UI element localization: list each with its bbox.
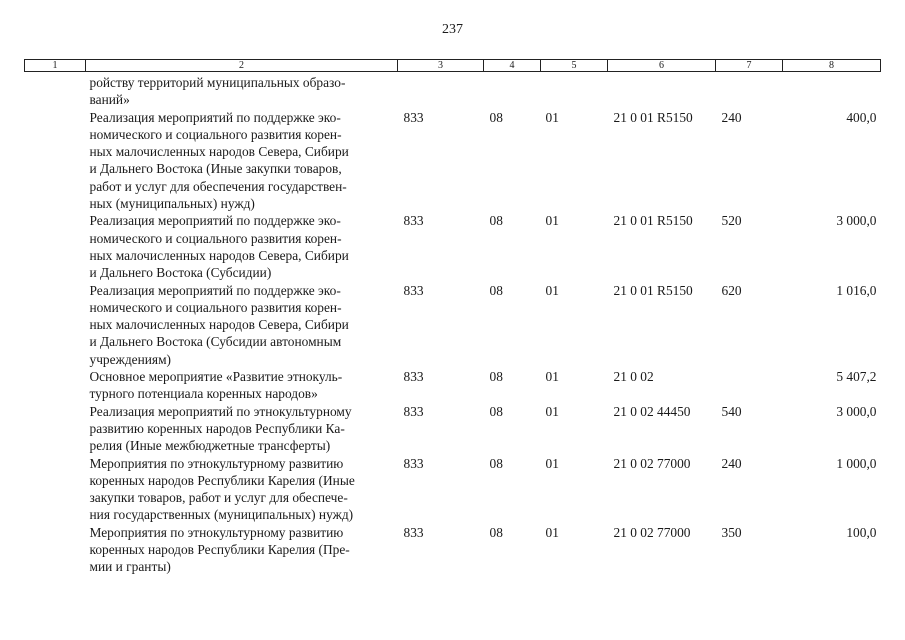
table-row xyxy=(25,109,881,213)
cell-amount: 100,0 xyxy=(846,524,877,540)
cell-subsection: 01 xyxy=(545,369,559,385)
table-row xyxy=(25,212,881,281)
cell-subsection: 01 xyxy=(545,109,559,125)
cell-description: Реализация мероприятий по поддержке эко- номического и социального развития корен- ных малочисленных народов Севера, Сибири и Дальнего Востока (Субсидии) xyxy=(89,213,349,281)
cell-subsection: 01 xyxy=(545,403,559,419)
cell-target-article: 21 0 01 R5150 xyxy=(613,213,693,229)
cell-expense-type: 240 xyxy=(721,455,742,471)
cell-section: 08 xyxy=(489,369,503,385)
column-header-8: 8 xyxy=(783,60,881,72)
cell-section: 08 xyxy=(489,524,503,540)
cell-expense-type: 620 xyxy=(721,282,742,298)
cell-ministry-code: 833 xyxy=(403,282,424,298)
cell-section: 08 xyxy=(489,403,503,419)
cell-expense-type xyxy=(716,368,783,403)
column-header-2: 2 xyxy=(86,60,398,72)
column-header-4: 4 xyxy=(484,60,541,72)
cell-subsection: 01 xyxy=(545,455,559,471)
cell-description: Реализация мероприятий по поддержке эко- номического и социального развития корен- ных малочисленных народов Севера, Сибири и Дальнего Востока (Иные закупки товаров, работ и услуг для обеспечения государствен- ных (муниципальных) нужд) xyxy=(89,109,349,212)
cell-ministry-code: 833 xyxy=(403,455,424,471)
page-number: 237 xyxy=(442,22,463,37)
cell-section: 08 xyxy=(489,282,503,298)
cell-target-article: 21 0 02 77000 xyxy=(613,455,691,471)
cell-amount: 5 407,2 xyxy=(836,369,877,385)
cell-expense-type: 540 xyxy=(721,403,742,419)
cell-description: Реализация мероприятий по этнокультурному развитию коренных народов Республики Ка- релия (Иные межбюджетные трансферты) xyxy=(89,403,352,454)
cell-target-article: 21 0 02 77000 xyxy=(613,524,691,540)
cell-col-1 xyxy=(25,282,86,368)
cell-description: Реализация мероприятий по поддержке эко- номического и социального развития корен- ных малочисленных народов Севера, Сибири и Дальнего Востока (Субсидии автономным учреждениям) xyxy=(89,282,349,367)
cell-col-1 xyxy=(25,524,86,576)
cell-col-1 xyxy=(25,455,86,524)
cell-amount xyxy=(783,72,881,109)
cell-description: Основное мероприятие «Развитие этнокуль- турного потенциала коренных народов» xyxy=(89,369,343,402)
cell-section: 08 xyxy=(489,109,503,125)
cell-col-1 xyxy=(25,109,86,213)
cell-expense-type: 520 xyxy=(721,213,742,229)
cell-description: Мероприятия по этнокультурному развитию коренных народов Республики Карелия (Пре- мии и гранты) xyxy=(89,524,350,575)
table-body xyxy=(25,72,881,576)
cell-ministry-code: 833 xyxy=(403,403,424,419)
cell-target-article: 21 0 01 R5150 xyxy=(613,282,693,298)
cell-subsection xyxy=(541,72,608,109)
budget-table xyxy=(24,59,881,576)
column-header-3: 3 xyxy=(398,60,484,72)
cell-ministry-code: 833 xyxy=(403,109,424,125)
cell-ministry-code xyxy=(398,72,484,109)
table-header xyxy=(25,60,881,72)
cell-col-1 xyxy=(25,368,86,403)
cell-target-article: 21 0 01 R5150 xyxy=(613,109,693,125)
cell-description: Мероприятия по этнокультурному развитию коренных народов Республики Карелия (Иные закупки товаров, работ и услуг для обеспече- ния государственных (муниципальных) нужд) xyxy=(89,455,355,523)
column-header-5: 5 xyxy=(541,60,608,72)
cell-amount: 1 016,0 xyxy=(836,282,877,298)
cell-target-article xyxy=(608,72,716,109)
cell-section: 08 xyxy=(489,455,503,471)
table-row xyxy=(25,368,881,403)
cell-amount: 3 000,0 xyxy=(836,213,877,229)
cell-target-article: 21 0 02 44450 xyxy=(613,403,691,419)
cell-subsection: 01 xyxy=(545,213,559,229)
cell-col-1 xyxy=(25,72,86,109)
column-header-6: 6 xyxy=(608,60,716,72)
column-number-row xyxy=(25,60,881,72)
cell-ministry-code: 833 xyxy=(403,369,424,385)
cell-subsection: 01 xyxy=(545,282,559,298)
cell-description: ройству территорий муниципальных образо- ваний» xyxy=(89,75,346,108)
cell-section xyxy=(484,72,541,109)
cell-ministry-code: 833 xyxy=(403,524,424,540)
cell-col-1 xyxy=(25,212,86,281)
cell-expense-type xyxy=(716,72,783,109)
table-row xyxy=(25,282,881,368)
table-row xyxy=(25,524,881,576)
table-row xyxy=(25,455,881,524)
cell-amount: 1 000,0 xyxy=(836,455,877,471)
cell-expense-type: 240 xyxy=(721,109,742,125)
cell-subsection: 01 xyxy=(545,524,559,540)
column-header-1: 1 xyxy=(25,60,86,72)
cell-expense-type: 350 xyxy=(721,524,742,540)
cell-section: 08 xyxy=(489,213,503,229)
table-row xyxy=(25,403,881,455)
cell-amount: 400,0 xyxy=(846,109,877,125)
table-row xyxy=(25,72,881,109)
cell-target-article: 21 0 02 xyxy=(613,369,654,385)
cell-ministry-code: 833 xyxy=(403,213,424,229)
column-header-7: 7 xyxy=(716,60,783,72)
cell-col-1 xyxy=(25,403,86,455)
cell-amount: 3 000,0 xyxy=(836,403,877,419)
